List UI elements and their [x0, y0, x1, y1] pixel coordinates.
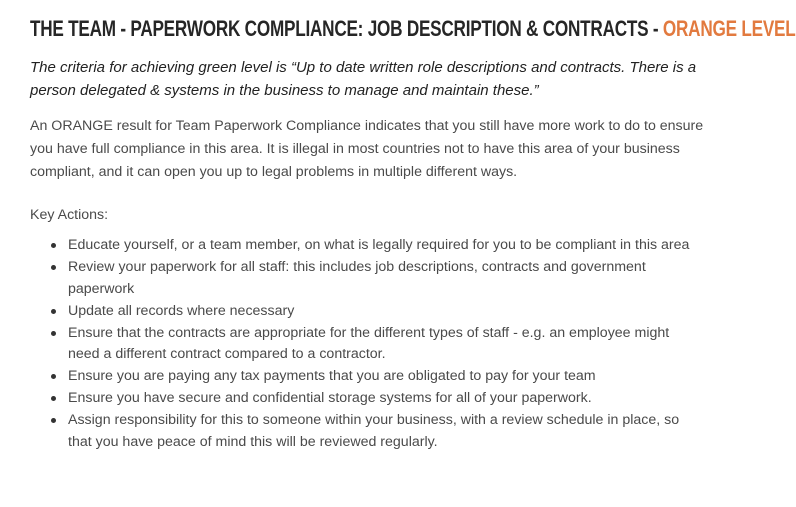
action-item: Ensure you are paying any tax payments that you are obligated to pay for your team	[68, 366, 720, 388]
action-item: Educate yourself, or a team member, on what is legally required for you to be compliant in this area	[68, 235, 720, 257]
content-section	[30, 14, 796, 454]
action-item: Ensure you have secure and confidential storage systems for all of your paperwork.	[68, 388, 720, 410]
intro-paragraph: An ORANGE result for Team Paperwork Compliance indicates that you still have more work to do to ensure you have full compliance in this area. It is illegal in most countries not to have this area of your business compliant, and it can open you up to legal problems in multiple different ways.	[30, 118, 704, 180]
action-item: Review your paperwork for all staff: this includes job descriptions, contracts and government paperwork	[68, 257, 720, 300]
action-item: Update all records where necessary	[68, 301, 720, 323]
action-item: Assign responsibility for this to someone within your business, with a review schedule in place, so that you have peace of mind this will be reviewed regularly.	[68, 410, 720, 453]
key-actions-label: Key Actions:	[30, 207, 109, 223]
criteria-quote: The criteria for achieving green level is “Up to date written role descriptions and contracts. There is a person delegated & systems in the business to manage and maintain these.”	[30, 59, 697, 99]
key-actions-list	[30, 235, 720, 453]
heading-title: THE TEAM - PAPERWORK COMPLIANCE: JOB DESCRIPTION & CONTRACTS -	[30, 16, 663, 41]
level-badge-text: ORANGE LEVEL	[662, 16, 796, 41]
action-item: Ensure that the contracts are appropriate for the different types of staff - e.g. an employee might need a different contract compared to a contractor.	[68, 323, 720, 366]
section-heading	[30, 14, 796, 44]
